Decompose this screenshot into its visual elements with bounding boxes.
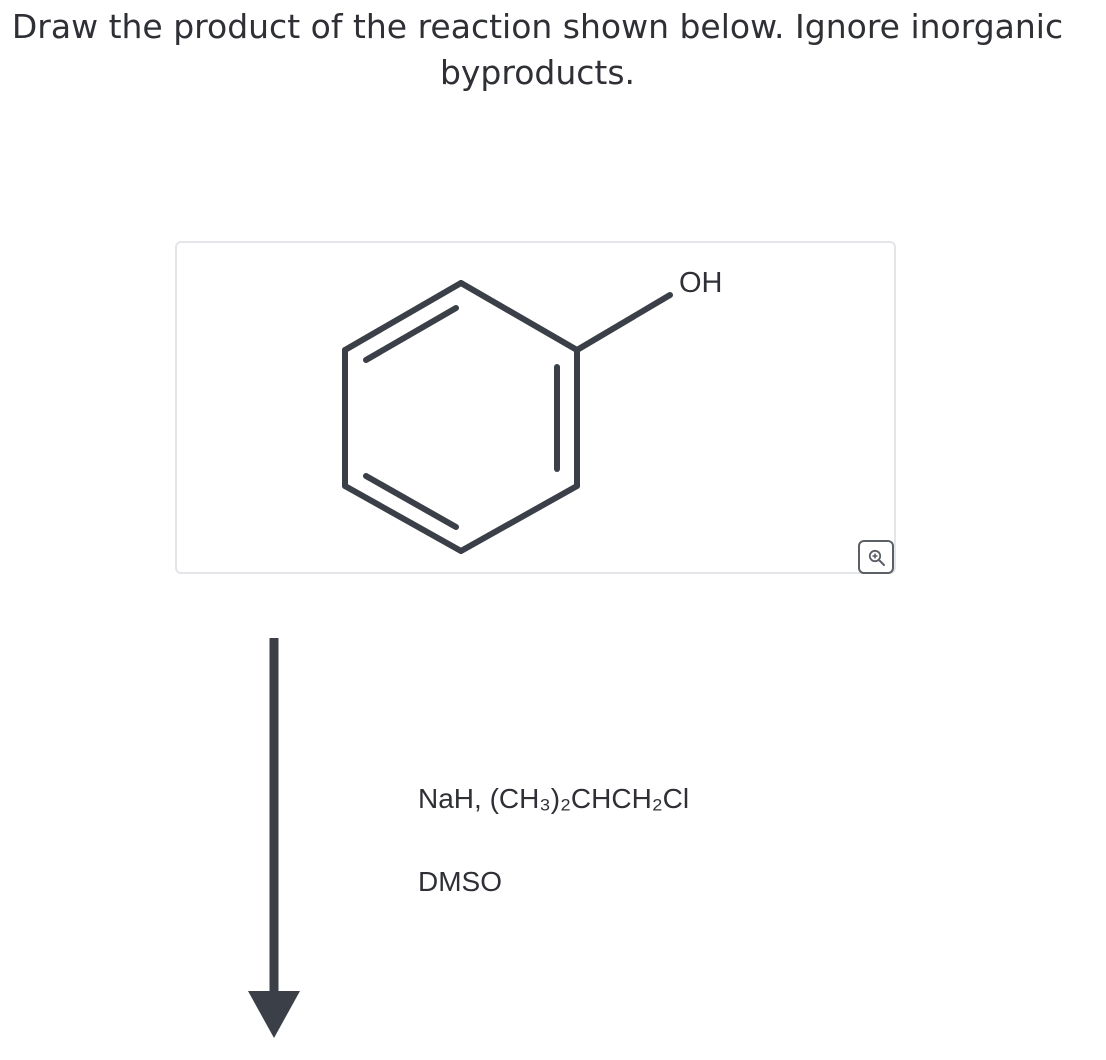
arrow-head — [248, 991, 300, 1038]
reagent-line-1: NaH, (CH₃)₂CHCH₂Cl — [418, 783, 690, 814]
question-text: Draw the product of the reaction shown below. Ignore inorganic byproducts. — [11, 7, 1064, 92]
reagent-line-2: DMSO — [418, 866, 502, 897]
hydroxyl-label: OH — [679, 267, 723, 299]
